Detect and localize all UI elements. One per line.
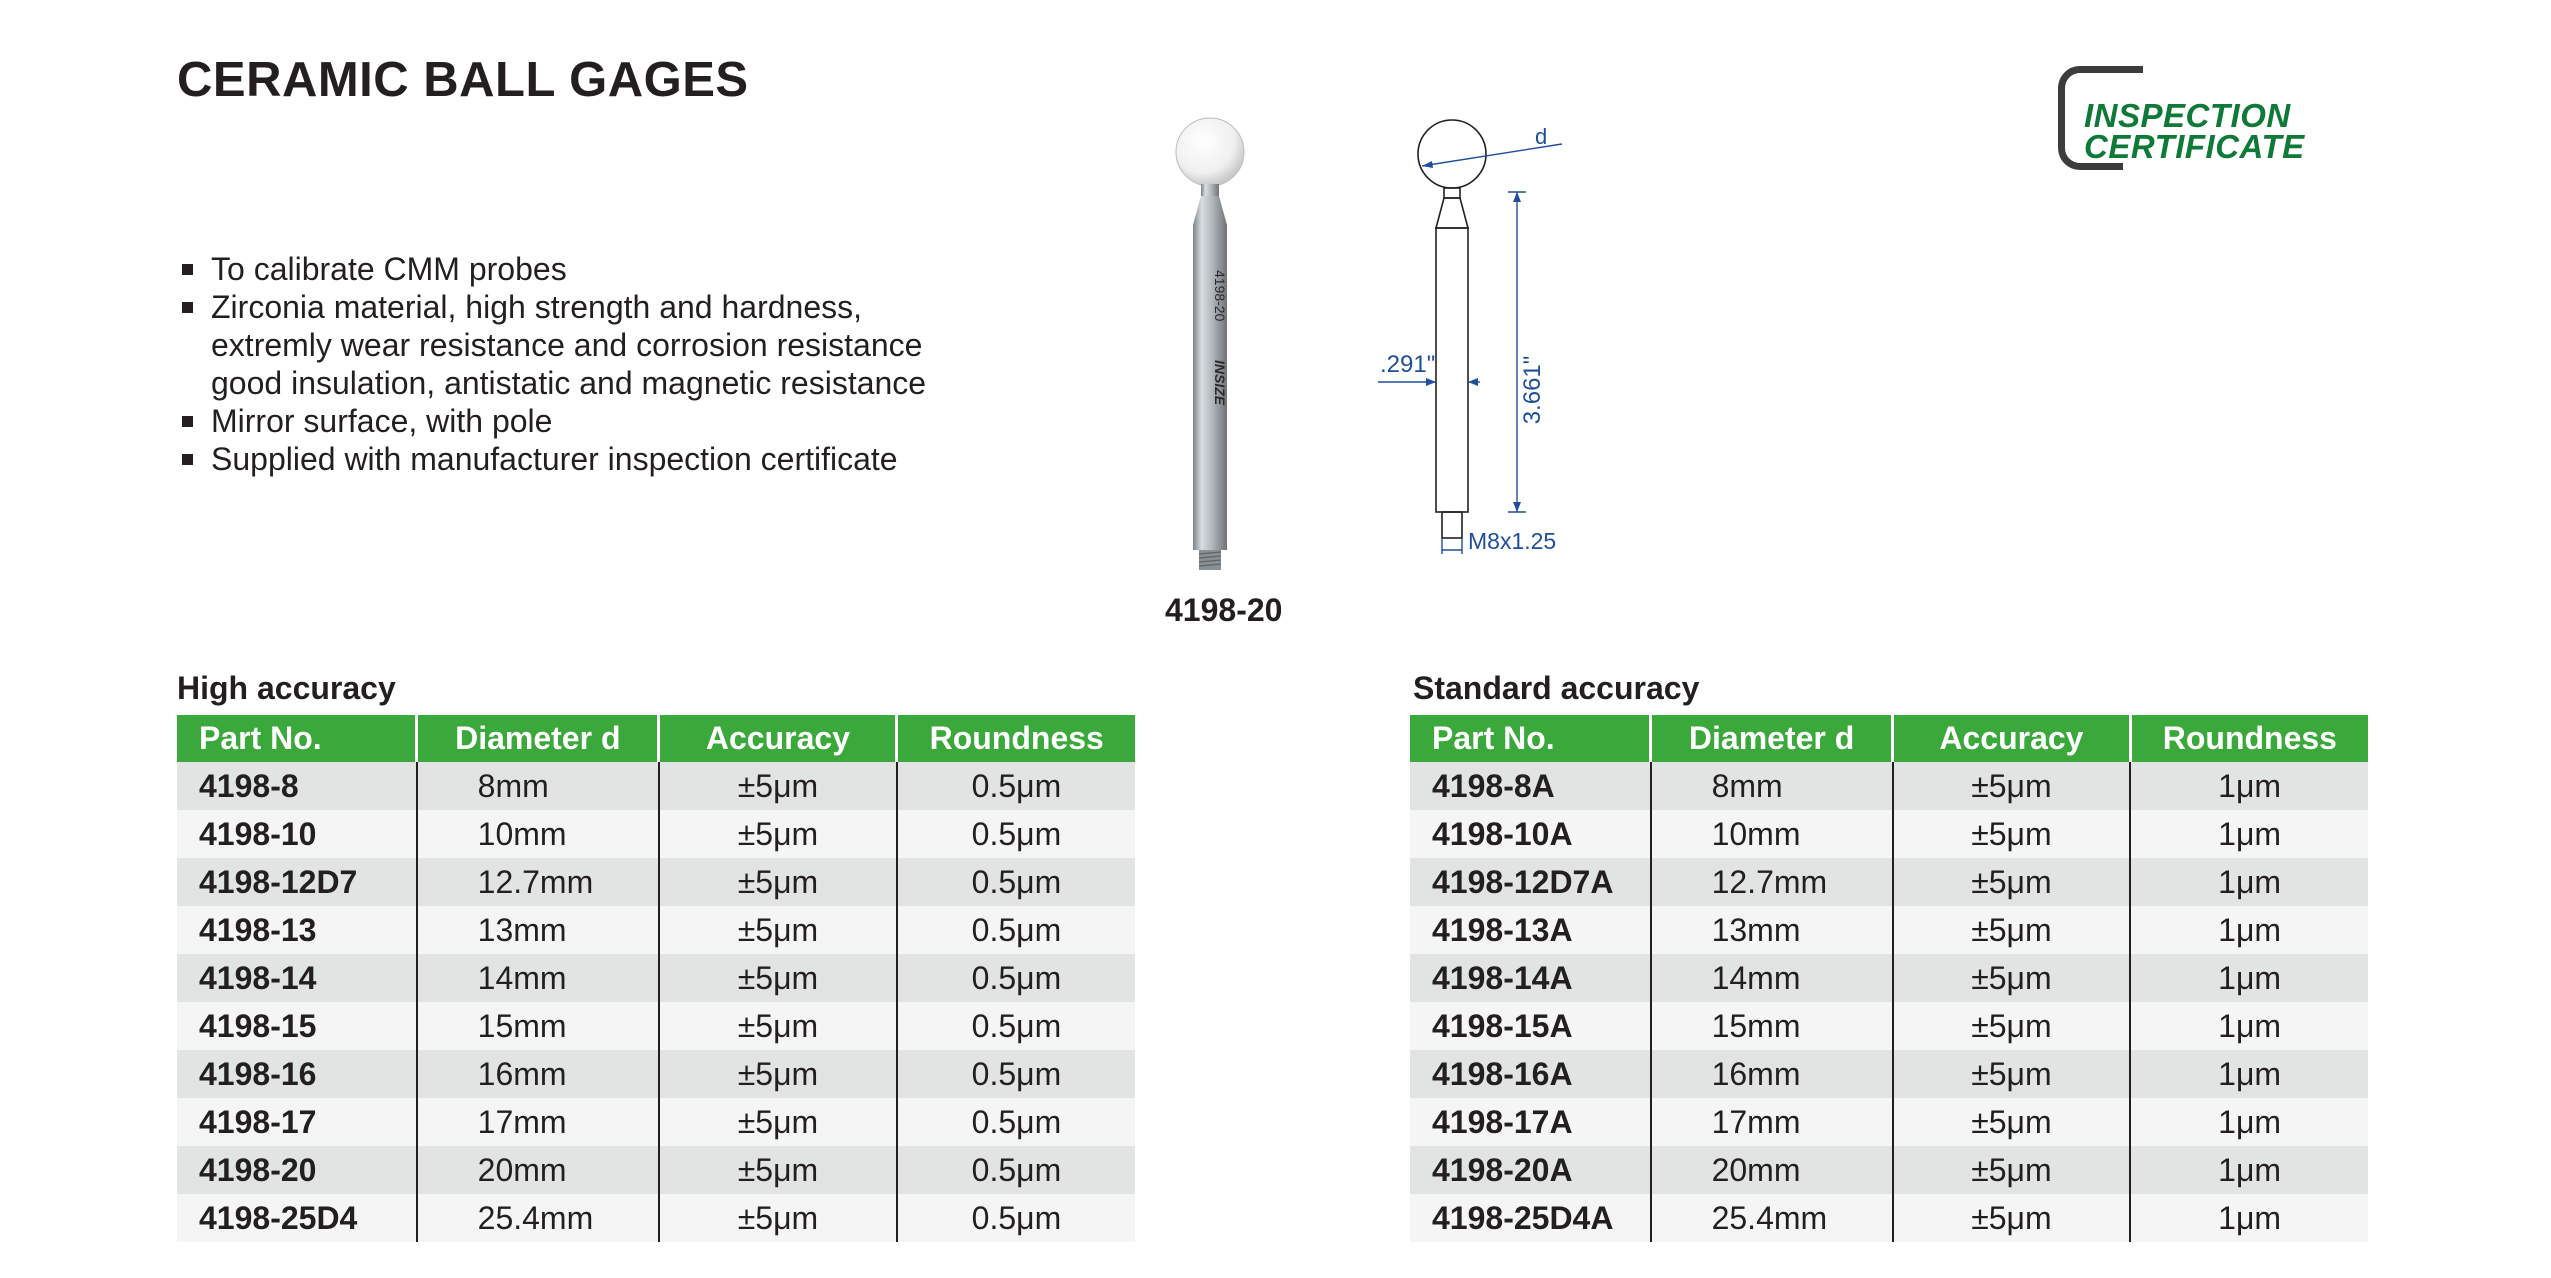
column-header-accuracy: Accuracy [1893,715,2131,762]
roundness-cell: 1μm [2130,810,2368,858]
roundness-cell: 0.5μm [897,954,1135,1002]
part-no-cell: 4198-25D4 [177,1194,417,1242]
roundness-cell: 1μm [2130,762,2368,810]
roundness-cell: 0.5μm [897,906,1135,954]
roundness-cell: 1μm [2130,1098,2368,1146]
inspection-certificate-logo [2058,66,2358,164]
roundness-cell: 1μm [2130,954,2368,1002]
accuracy-cell: ±5μm [1893,906,2131,954]
drawing-ball [1418,120,1486,188]
table-header-row [177,715,1135,762]
table-row [177,762,1135,810]
roundness-cell: 0.5μm [897,810,1135,858]
table-header-row [1410,715,2368,762]
part-no-cell: 4198-10A [1410,810,1651,858]
accuracy-cell: ±5μm [659,810,897,858]
accuracy-cell: ±5μm [659,1002,897,1050]
diameter-cell: 13mm [417,906,659,954]
engraving-brand: INSIZE [1212,360,1228,406]
diameter-cell: 8mm [1651,762,1893,810]
roundness-cell: 0.5μm [897,1050,1135,1098]
diameter-cell: 15mm [1651,1002,1893,1050]
part-no-cell: 4198-8 [177,762,417,810]
table-row [177,810,1135,858]
roundness-cell: 0.5μm [897,1002,1135,1050]
table-row [177,1002,1135,1050]
drawing-taper [1436,198,1468,228]
table-row [177,1194,1135,1242]
roundness-cell: 1μm [2130,1146,2368,1194]
dimension-length: 3.661" [1519,355,1546,425]
diameter-cell: 14mm [417,954,659,1002]
roundness-cell: 1μm [2130,1194,2368,1242]
standard-accuracy-table [1410,715,2368,1242]
technical-drawing [1360,110,1630,580]
accuracy-cell: ±5μm [659,1050,897,1098]
diameter-cell: 10mm [1651,810,1893,858]
feature-item: Supplied with manufacturer inspection certificate [180,440,926,478]
part-no-cell: 4198-25D4A [1410,1194,1651,1242]
high-accuracy-table [177,715,1135,1242]
product-photo [1155,100,1265,580]
diameter-cell: 25.4mm [417,1194,659,1242]
table-row [177,1146,1135,1194]
accuracy-cell: ±5μm [1893,1146,2131,1194]
part-no-cell: 4198-17 [177,1098,417,1146]
column-header-roundness: Roundness [2130,715,2368,762]
diameter-cell: 25.4mm [1651,1194,1893,1242]
roundness-cell: 0.5μm [897,1146,1135,1194]
accuracy-cell: ±5μm [659,1146,897,1194]
accuracy-cell: ±5μm [659,1194,897,1242]
feature-item-continuation: extremly wear resistance and corrosion resistance [211,327,923,363]
part-no-cell: 4198-14A [1410,954,1651,1002]
diameter-cell: 15mm [417,1002,659,1050]
feature-list [180,250,926,478]
shaft-taper [1193,196,1227,225]
standard-accuracy-title: Standard accuracy [1413,670,1700,706]
accuracy-cell: ±5μm [659,858,897,906]
table-row [1410,762,2368,810]
part-no-cell: 4198-17A [1410,1098,1651,1146]
part-no-cell: 4198-15A [1410,1002,1651,1050]
part-no-cell: 4198-20A [1410,1146,1651,1194]
table-row [177,906,1135,954]
column-header-part-no: Part No. [1410,715,1651,762]
diameter-cell: 20mm [1651,1146,1893,1194]
roundness-cell: 1μm [2130,1050,2368,1098]
certificate-line-1: INSPECTION [2084,97,2291,134]
part-no-cell: 4198-15 [177,1002,417,1050]
table-row [1410,1194,2368,1242]
accuracy-cell: ±5μm [1893,954,2131,1002]
accuracy-cell: ±5μm [1893,1050,2131,1098]
drawing-neck [1444,188,1460,198]
accuracy-cell: ±5μm [659,1098,897,1146]
accuracy-cell: ±5μm [659,762,897,810]
diameter-cell: 8mm [417,762,659,810]
accuracy-cell: ±5μm [1893,858,2131,906]
table-row [1410,1146,2368,1194]
roundness-cell: 1μm [2130,906,2368,954]
table-row [1410,906,2368,954]
accuracy-cell: ±5μm [659,954,897,1002]
column-header-part-no: Part No. [177,715,417,762]
roundness-cell: 0.5μm [897,1194,1135,1242]
table-row [177,954,1135,1002]
diameter-cell: 14mm [1651,954,1893,1002]
diameter-cell: 10mm [417,810,659,858]
roundness-cell: 0.5μm [897,1098,1135,1146]
diameter-cell: 12.7mm [1651,858,1893,906]
diameter-cell: 12.7mm [417,858,659,906]
part-no-cell: 4198-20 [177,1146,417,1194]
ceramic-ball [1176,118,1244,186]
diameter-cell: 20mm [417,1146,659,1194]
part-no-cell: 4198-10 [177,810,417,858]
feature-item: Zirconia material, high strength and hardness, [180,288,926,326]
table-row [1410,1050,2368,1098]
diameter-cell: 13mm [1651,906,1893,954]
roundness-cell: 1μm [2130,858,2368,906]
part-no-cell: 4198-16A [1410,1050,1651,1098]
drawing-thread [1442,512,1462,538]
high-accuracy-title: High accuracy [177,670,396,706]
ball-neck [1201,184,1219,196]
column-header-diameter: Diameter d [1651,715,1893,762]
dimension-shaft-diameter: .291" [1380,351,1436,378]
table-row [1410,1002,2368,1050]
part-no-cell: 4198-13A [1410,906,1651,954]
accuracy-cell: ±5μm [1893,1002,2131,1050]
column-header-diameter: Diameter d [417,715,659,762]
part-no-cell: 4198-12D7 [177,858,417,906]
accuracy-cell: ±5μm [1893,810,2131,858]
table-row [1410,954,2368,1002]
column-header-roundness: Roundness [897,715,1135,762]
feature-item-continuation: good insulation, antistatic and magnetic resistance [211,365,927,401]
table-row [1410,858,2368,906]
accuracy-cell: ±5μm [1893,1098,2131,1146]
feature-item: Mirror surface, with pole [180,402,926,440]
certificate-line-2: CERTIFICATE [2084,128,2305,165]
part-no-cell: 4198-13 [177,906,417,954]
table-row [1410,1098,2368,1146]
photo-caption: 4198-20 [1165,592,1283,628]
dimension-ball-diameter: d [1535,124,1548,149]
table-row [1410,810,2368,858]
part-no-cell: 4198-12D7A [1410,858,1651,906]
feature-item: To calibrate CMM probes [180,250,926,288]
roundness-cell: 0.5μm [897,762,1135,810]
accuracy-cell: ±5μm [659,906,897,954]
page-title: CERAMIC BALL GAGES [177,53,749,107]
diameter-cell: 16mm [417,1050,659,1098]
part-no-cell: 4198-16 [177,1050,417,1098]
dimension-thread: M8x1.25 [1468,528,1557,554]
table-row [177,858,1135,906]
roundness-cell: 0.5μm [897,858,1135,906]
accuracy-cell: ±5μm [1893,1194,2131,1242]
table-row [177,1098,1135,1146]
diameter-cell: 17mm [1651,1098,1893,1146]
part-no-cell: 4198-14 [177,954,417,1002]
roundness-cell: 1μm [2130,1002,2368,1050]
diameter-cell: 17mm [417,1098,659,1146]
table-row [177,1050,1135,1098]
drawing-shaft [1436,228,1468,512]
accuracy-cell: ±5μm [1893,762,2131,810]
diameter-cell: 16mm [1651,1050,1893,1098]
part-no-cell: 4198-8A [1410,762,1651,810]
column-header-accuracy: Accuracy [659,715,897,762]
engraving-code: 4198-20 [1212,270,1228,322]
